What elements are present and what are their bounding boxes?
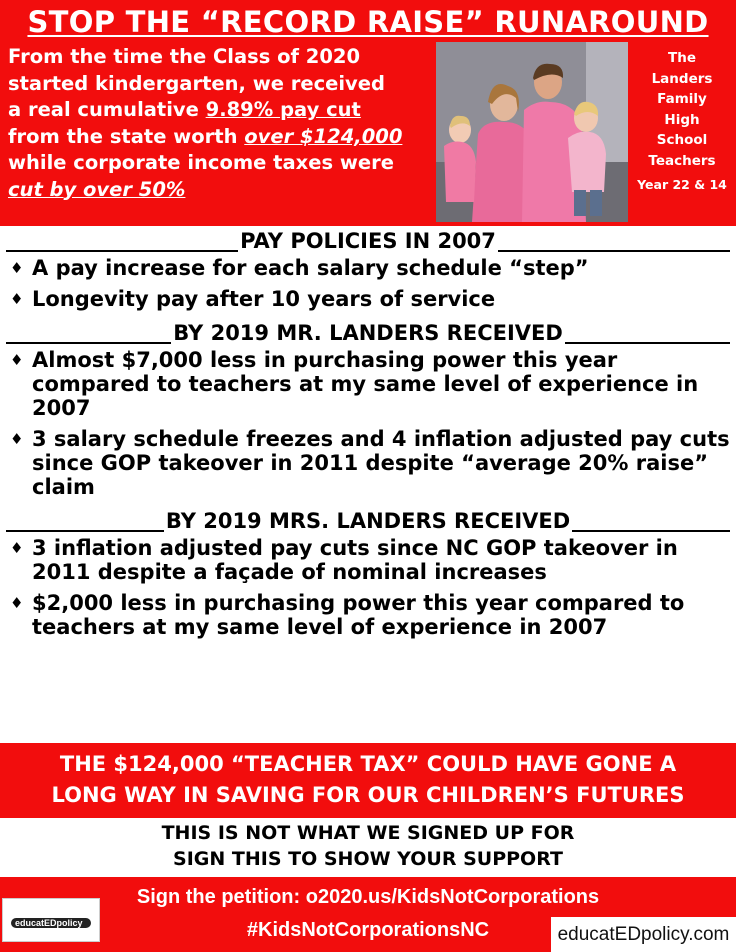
diamond-bullet-icon: ♦: [10, 351, 24, 369]
signup-message: [0, 820, 736, 872]
headline: STOP THE “RECORD RAISE” RUNAROUND: [27, 5, 709, 39]
signup-line: THIS IS NOT WHAT WE SIGNED UP FOR: [161, 822, 575, 844]
intro-line: From the time the Class of 2020: [8, 45, 361, 68]
intro-line: [8, 124, 440, 151]
petition-link[interactable]: Sign the petition: o2020.us/KidsNotCorporations: [136, 886, 600, 908]
diamond-bullet-icon: ♦: [10, 259, 24, 277]
pay-2007-list: [0, 256, 736, 311]
caption-line: Landers: [651, 70, 713, 87]
intro-line-text: from the state worth: [8, 124, 245, 148]
family-photo-illustration: [436, 42, 628, 222]
list-item: [10, 287, 730, 311]
heading-rule: [6, 250, 238, 252]
list-item-text: Longevity pay after 10 years of service: [32, 287, 496, 311]
banner-line: THE $124,000 “TEACHER TAX” COULD HAVE GONE A: [59, 752, 677, 776]
list-item-text: 3 inflation adjusted pay cuts since NC GOP takeover in 2011 despite a façade of nominal increases: [32, 536, 678, 584]
amount-emphasis: over $124,000: [244, 124, 403, 148]
heading-rule: [6, 342, 171, 344]
signup-line: SIGN THIS TO SHOW YOUR SUPPORT: [173, 848, 563, 870]
section-title: BY 2019 MR. LANDERS RECEIVED: [173, 321, 563, 345]
list-item: [10, 348, 730, 420]
logo-text: educatEDpolicy: [15, 918, 83, 928]
caption-line: Teachers: [648, 152, 716, 169]
diamond-bullet-icon: ♦: [10, 539, 24, 557]
list-item: [10, 591, 730, 639]
mr-landers-list: [0, 348, 736, 499]
heading-rule: [498, 250, 730, 252]
tax-cut-emphasis: cut by over 50%: [8, 177, 186, 201]
diamond-bullet-icon: ♦: [10, 594, 24, 612]
list-item: [10, 536, 730, 584]
intro-text: [8, 44, 440, 203]
section-title: BY 2019 MRS. LANDERS RECEIVED: [165, 509, 571, 533]
educatedpolicy-logo: [2, 898, 100, 942]
section-heading-mr-landers: [0, 318, 736, 348]
section-title: PAY POLICIES IN 2007: [240, 229, 496, 253]
website-link[interactable]: educatEDpolicy.com: [551, 917, 736, 952]
main-content: [0, 226, 736, 646]
intro-line: [8, 97, 440, 124]
list-item-text: A pay increase for each salary schedule “step”: [32, 256, 589, 280]
section-heading-mrs-landers: [0, 506, 736, 536]
heading-rule: [572, 530, 730, 532]
intro-line: started kindergarten, we received: [8, 71, 385, 95]
hashtag: #KidsNotCorporationsNC: [246, 919, 490, 941]
list-item-text: Almost $7,000 less in purchasing power this year compared to teachers at my same level of experience in 2007: [32, 348, 699, 420]
caption-line: Family: [657, 91, 707, 107]
caption-line: The: [668, 50, 696, 66]
list-item-text: 3 salary schedule freezes and 4 inflation adjusted pay cuts since GOP takeover in 2011 despite “average 20% raise” claim: [32, 427, 730, 499]
heading-rule: [6, 530, 164, 532]
heading-rule: [565, 342, 730, 344]
list-item: [10, 427, 730, 499]
header-panel: [0, 0, 736, 226]
pay-cut-emphasis: 9.89% pay cut: [205, 98, 361, 121]
caption-line: High: [664, 111, 700, 128]
mrs-landers-list: [0, 536, 736, 639]
list-item-text: $2,000 less in purchasing power this year compared to teachers at my same level of experience in 2007: [32, 591, 685, 639]
banner-line: LONG WAY IN SAVING FOR OUR CHILDREN’S FUTURES: [51, 783, 685, 807]
teacher-tax-banner: [0, 743, 736, 818]
section-heading-pay-2007: [0, 226, 736, 256]
caption-line: School: [656, 132, 708, 148]
diamond-bullet-icon: ♦: [10, 430, 24, 448]
diamond-bullet-icon: ♦: [10, 290, 24, 308]
intro-line-text: a real cumulative: [8, 98, 206, 121]
photo-caption: [630, 48, 734, 196]
caption-years: Year 22 & 14: [637, 177, 727, 192]
list-item: [10, 256, 730, 280]
intro-line: while corporate income taxes were: [8, 151, 394, 174]
family-photo: [436, 42, 628, 222]
